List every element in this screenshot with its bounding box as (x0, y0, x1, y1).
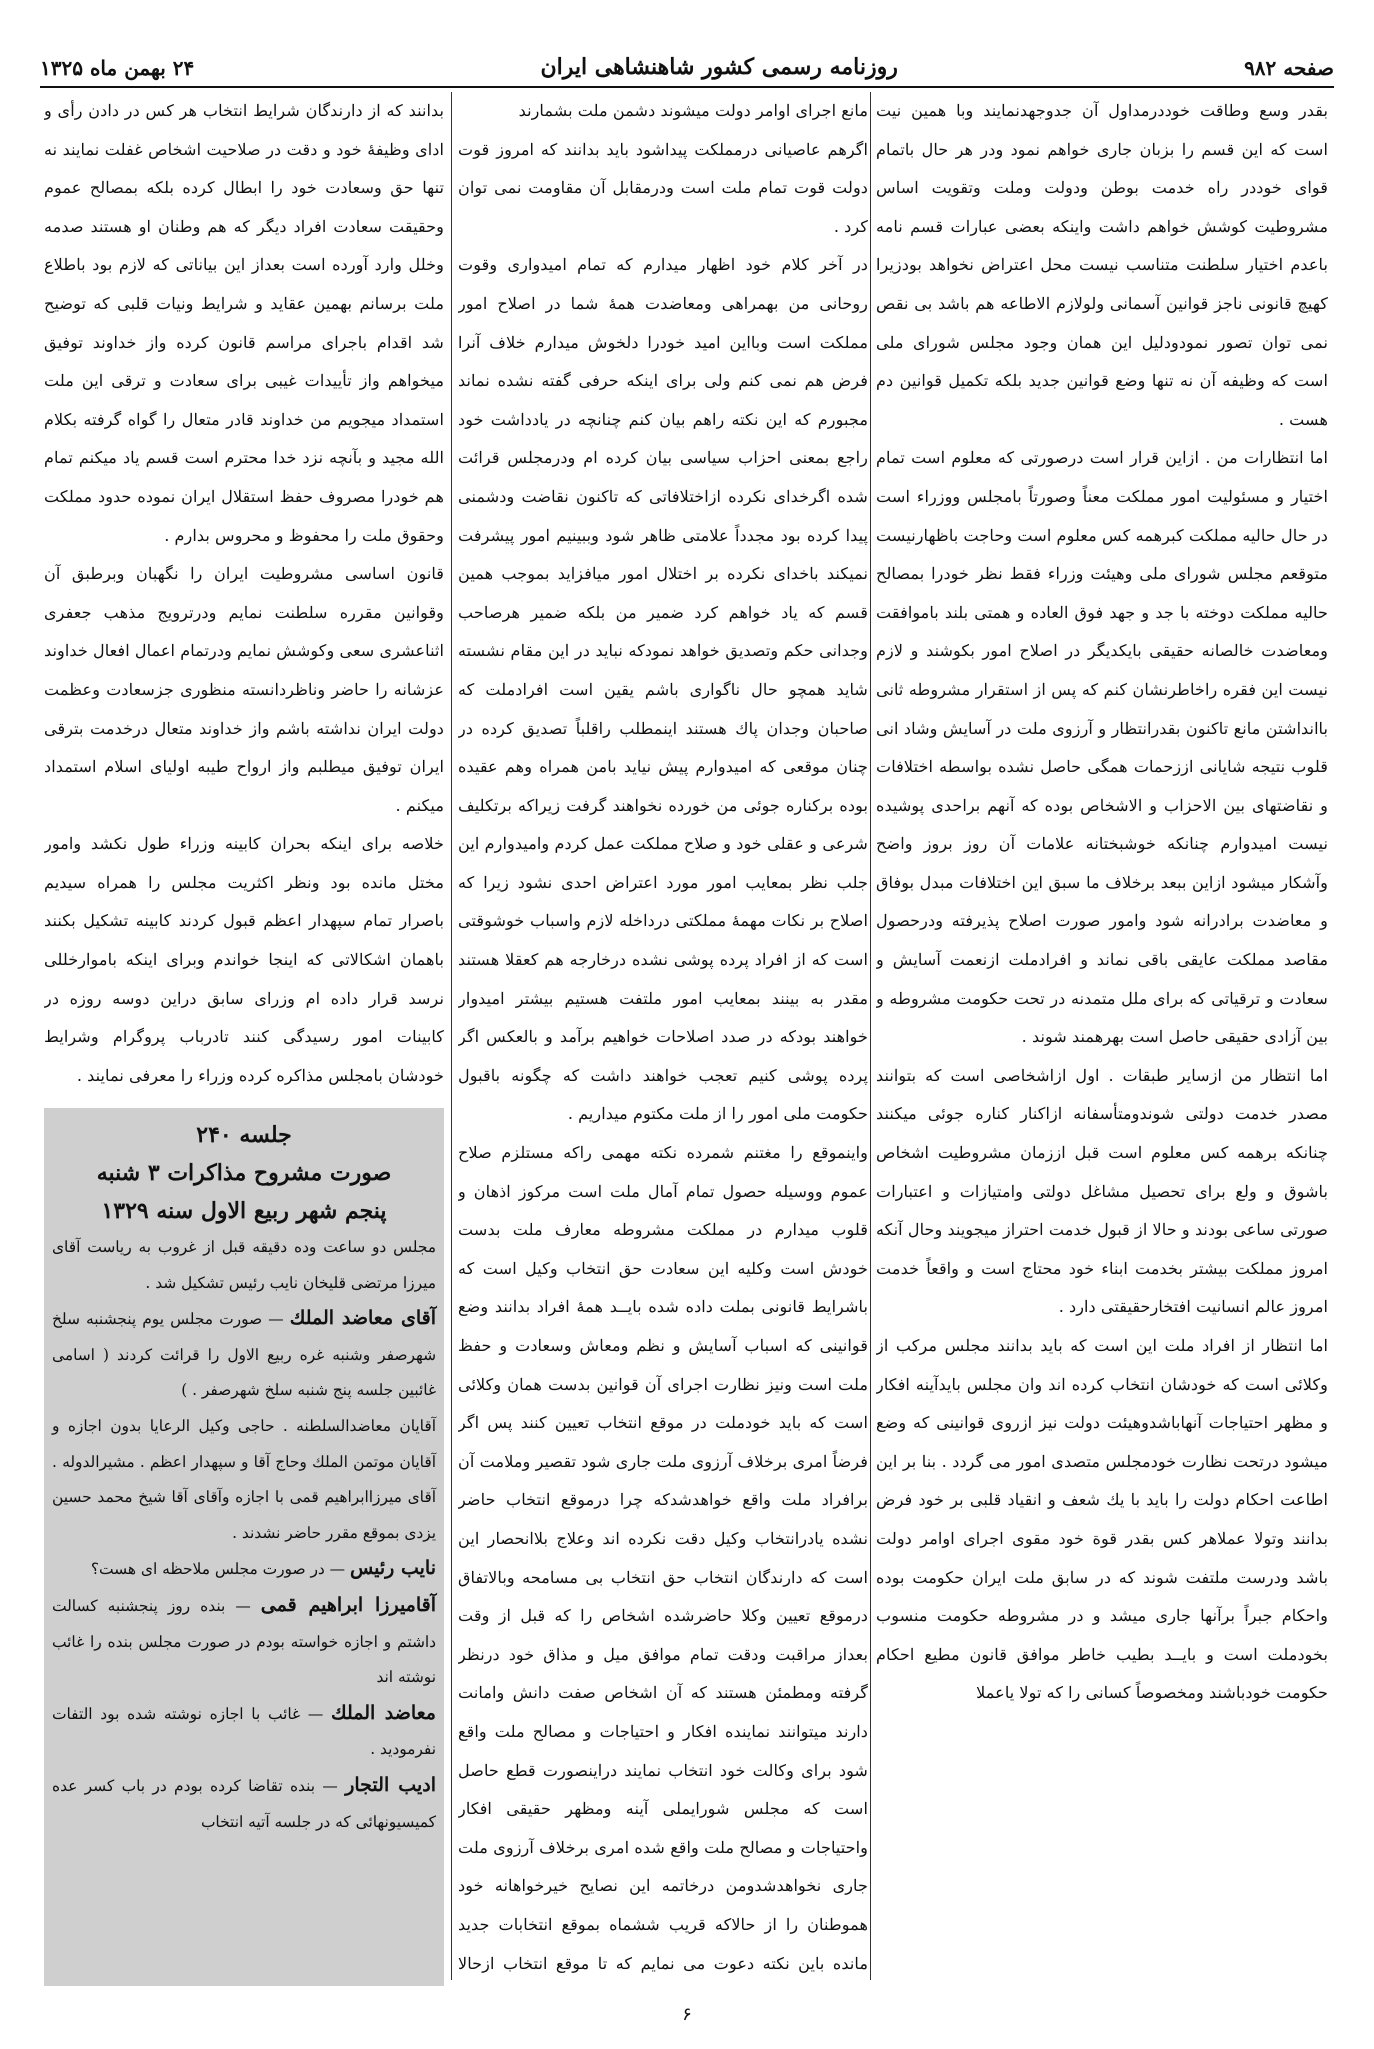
paragraph: اما انتظار از افراد ملت این است که باید بدانند مجلس مرکب از وکلائی است که خودشان انتخاب کرده اند وان مجلس بایدآینه افکار و مظهر احتیاجات آنهاباشدوهیئت دولت نیز ازروی قوانینی که وضع میشود درتحت نظارت خودمجلس متصدی امور می گردد . بنا بر این اطاعت احکام دولت را باید با یك شعف و انقیاد قلبی بر خود فرض بدانند وتولا عملاهر کس بقدر قوة خود مقوی اجرای اوامر دولت باشد ودرست ملتفت شوند که در سابق ملت ایران حکومت بوده واحکام جبراً برآنها جاری میشد و در مشروطه حکومت منسوب بخودملت است و بایــد بطیب خاطر موافق قانون مطیع احکام حکومت خودباشند ومخصوصاً کسانی را که تولا یاعملا (876, 1336, 1328, 1703)
session-date: پنجم شهر ربیع الاول سنه ۱۳۲۹ (101, 1198, 387, 1224)
paragraph: بقدر وسع وطاقت خوددرمداول آن جدوجهدنمایند وبا همین نیت است که این قسم را بزبان جاری خواهم نمود ودر هر حال باتمام قوای خوددر راه خدمت بوطن ودولت وملت وتقویت اساس مشروطیت کوشش خواهم داشت واینکه بعضی عبارات قسم نامه باعدم اختیار سلطنت متناسب نیست محل اعتراض نخواهد بودزیرا کهیچ قانونی ناجز قوانین آسمانی ولولازم الاطاعه هم باشد بی نقص نمی توان تصور نمودودلیل این همان وجود مجلس شورای ملی است که وظیفه آن نه تنها وضع قوانین جدید بلکه تکمیل قوانین دم هست . (876, 101, 1328, 429)
page-label: صفحه ۹۸۲ (1244, 56, 1334, 80)
newspaper-title: روزنامه رسمی کشور شاهنشاهی ایران (540, 54, 898, 80)
column-divider (451, 92, 452, 1980)
speaker-name: نایب رئیس (349, 1557, 436, 1580)
paragraph: اما انتظارات من . ازاین قرار است درصورتی که معلوم است تمام اختیار و مسئولیت امور مملکت معناً وصورتاً بامجلس ووزراء است در حال حالیه مملکت کبرهمه کس معلوم است وحاجت باظهارنیست متوقعم مجلس شورای ملی وهیئت وزراء فقط نظر خودرا بمصالح حالیه مملکت دوخته با جد و جهد فوق العاده و همتی بلند باموافقت ومعاضدت خالصانه حقیقی بایکدیگر در اصلاح امور بکوشند و لازم نیست این فقره راخاطرنشان کنم که پس از استقرار مشروطه ثانی باانداشتن مانع تاکنون بقدرانتظار و آرزوی ملت در آسایش وشاد انی قلوب نتیجه شایانی اززحمات همگی حاصل نشده بواسطه اختلافات و نقاضتهای بین الاحزاب و الاشخاص بوده که آنهم براحدی پوشیده نیست امیدوارم چنانکه خوشبختانه علامات آن روز بروز واضح وآشکار میشود ازاین ببعد برخلاف ما سبق این اختلافات مبدل بوفاق و معاضدت برادرانه شود وامور صورت اصلاح پذیرفته ودرحصول مقاصد مملکت عایقی باقی نماند و افرادملت ازنعمت آسایش و سعادت و ترقیاتی که برای ملل متمدنه در تحت حکومت مشروطه و بین آزادی حقیقی حاصل است بهرهمند شوند . (876, 448, 1328, 1047)
speech: — بنده روز پنجشنبه کسالت داشتم و اجازه خواسته بودم در صورت مجلس بنده را غائب نوشته اند (52, 1596, 436, 1687)
speech: — در صورت مجلس ملاحظه ای هست؟ (90, 1560, 346, 1579)
session-title: جلسه ۲۴۰ (196, 1122, 292, 1148)
paragraph: واینموقع را مغتنم شمرده نکته مهمی راکه مستلزم صلاح عموم ووسیله حصول تمام آمال ملت است مرکوز اذهان و قلوب میدارم در مملکت مشروطه معارف ملت بدست خودش است وکلیه این سعادت حق انتخاب وکیل است که باشرایط قانونی بملت داده شده بایــد همهٔ افراد بدانند وضع قوانینی که اسباب آسایش و نظم ومعاش وسعادت و حفظ ملت است ونیز نظارت اجرای آن قوانین بدست همان وکلائی است که باید خودملت در موقع انتخاب تعیین کنند پس اگر فرضاً امری برخلاف آرزوی ملت جاری شود تقصیر وملامت آن برافراد ملت واقع خواهدشدکه چرا درموقع انتخاب حاضر نشده یادرانتخاب وکیل دقت نکرده اند وعلاج بلاانحصار این است که دارندگان انتخاب حق انتخاب بی مسامحه وبالاتفاق درموقع تعیین وکلا حاضرشده اشخاص را که قبل از وقت بعداز مراقبت ودقت تمام موافق میل و مذاق خود درنظر گرفته ومطمئن هستند که آن اشخاص صفت دانش وامانت دارند میتوانند نماینده افکار و احتیاجات و مصالح ملت واقع شود برای وکالت خود انتخاب نمایند دراینصورت قطع حاصل است که مجلس شورایملی آینه ومظهر حقیقی افکار واحتیاجات و مصالح ملت واقع شده امری برخلاف آرزوی ملت جاری نخواهدشدومن درخاتمه این نصایح خیرخواهانه خود هموطنان را از حالاکه قریب ششماه بموقع انتخابات جدید مانده باین نکته دعوت می نمایم که تا موقع انتخاب ازحالا (458, 1143, 868, 1973)
session-closing-note (44, 1095, 444, 1102)
paragraph: خلاصه برای اینکه بحران کابینه وزراء طول نکشد وامور مختل مانده بود ونظر اکثریت مجلس را همراه سیدیم باصرار تمام سپهدار اعظم قبول کردند کابینه تشکیل بکنند باهمان اشکالاتی که اینجا خواندم وبرای اینکه باموارخللی نرسد قرار داده ام وزرای سابق دراین دوسه روزه در کابینات امور رسیدگی کنند تادرباب پروگرام وشرایط خودشان بامجلس مذاکره کرده وزراء را معرفی نمایند . (44, 834, 444, 1085)
page-number: ۶ (682, 2004, 692, 2025)
speaker-name: معاضد الملك (330, 1701, 436, 1724)
session-subtitle: صورت مشروح مذاکرات ۳ شنبه (96, 1160, 392, 1186)
page-header (40, 38, 1334, 88)
session-minutes-box (44, 1108, 444, 1986)
paragraph: در آخر کلام خود اظهار میدارم که تمام امیدواری وقوت روحانی من بهمراهی ومعاضدت همهٔ شما در اصلاح امور مملکت است وبااین امید خودرا دلخوش میدارم خلاف آنرا فرض هم نمی کنم ولی برای اینکه حرفی گفته نشده نماند مجبورم که این نکته راهم بیان کنم چنانچه در یادداشت خود راجع بمعنی احزاب سیاسی بیان کرده ام ودرمجلس قرائت شده اگرخدای نکرده ازاختلافاتی که تاکنون نقاضت ودشمنی پیدا کرده بود مجدداً علامتی ظاهر شود وببینیم امور پیشرفت نمیکند باخدای نکرده بر اختلال امور میافزاید بموجب همین قسم که یاد خواهم کرد ضمیر من بلکه ضمیر هرصاحب وجدانی حکم وتصدیق خواهد نمودکه نباید در این مقام نشسته شاید همچو حال ناگواری باشم یقین است افرادملت که صاحبان وجدان پاك هستند اینمطلب راقلباً تصدیق کرده در چنان موقعی که امیدوارم پیش نیاید بامن همراه وهم عقیده بوده برکناره جوئی من خورده نخواهند گرفت زیراکه برتکلیف شرعی و عقلی خود و صلاح مملکت عمل کردم وامیدوارم این جلب نظر بمعایب امور مورد اعتراض احدی نشود زیرا که اصلاح بر نکات مهمهٔ مملکتی درداخله لازم واسباب خوشوقتی است که از افراد پرده پوشی نشده درخارجه هم کعقلا هستند مقدر به بینند بمعایب امور ملتفت هستیم بیشتر امیدوار خواهند بودکه در صدد اصلاحات خواهیم برآمد و بالعکس اگر پرده پوشی کنیم تعجب خواهند داشت که چگونه باقبول حکومت ملی امور را از ملت مکتوم میداریم . (458, 255, 868, 1124)
paragraph: قانون اساسی مشروطیت ایران را نگهبان وبرطبق آن وقوانین مقرره سلطنت نمایم ودرترویج مذهب جعفری اثناعشری سعی وکوشش نمایم ودرتمام اعمال افعال خداوند عزشانه را حاضر وناظردانسته منظوری جزسعادت وعظمت دولت ایران نداشته باشم واز خداوند متعال درخدمت بترقی ایران توفیق میطلبم واز ارواح طیبه اولیای اسلام استمداد میکنم . (44, 564, 444, 815)
speaker-name: آقامیرزا ابراهیم قمی (260, 1593, 437, 1616)
paragraph: اما انتظار من ازسایر طبقات . اول ازاشخاصی است که بتوانند مصدر خدمت دولتی شوندومتأسفانه ازاکنار کناره جوئی میکنند چنانکه برهمه کس معلوم است قبل اززمان مشروطیت اشخاص باشوق و ولع برای تحصیل مشاغل دولتی وامتیازات و اعتبارات صورتی ساعی بودند و حالا از قبول خدمت احتراز میجویند وحال آنکه امروز مملکت بیشتر بخدمت ابناء خود محتاج است و واقعاً خدمت امروز عالم انسانیت افتخارحقیقتی دارد . (876, 1065, 1328, 1317)
issue-date: ۲۴ بهمن ماه ۱۳۲۵ (40, 56, 195, 80)
paragraph: مانع اجرای اوامر دولت میشوند دشمن ملت بشمارند (518, 101, 868, 120)
column-divider (870, 92, 871, 1980)
paragraph: بدانند که از دارندگان شرایط انتخاب هر کس در دادن رأی و ادای وظیفهٔ خود و دقت در صلاحیت اشخاص غفلت نمایند نه تنها حق وسعادت خود را ابطال کرده بلکه بمصالح عموم وحقیقت سعادت افراد دیگر که هم وطنان او هستند صدمه وخلل وارد آورده است بعداز این بیاناتی که لازم بود باطلاع ملت برسانم بهمین عقاید و شرایط ونیات قلبی که توضیح شد اقدام باجرای مراسم قانون کرده واز خداوند توفیق میخواهم واز تأییدات غیبی برای سعادت و ترقی این ملت استمداد میجویم من خداوند قادر متعال را گواه گرفته بکلام الله مجید و بآنچه نزد خدا محترم است قسم یاد میکنم تمام هم خودرا مصروف حفظ استقلال ایران نموده حدود مملکت وحقوق ملت را محفوظ و محروس بدارم . (44, 101, 444, 545)
speech: — صورت مجلس یوم پنجشنبه سلخ شهرصفر وشنبه غره ربیع الاول را قرائت کردند ( اسامی غائبین جلسه پنج شنبه سلخ شهرصفر . ) (52, 1310, 436, 1400)
paragraph: اگرهم عاصیانی درمملکت پیداشود باید بدانند که امروز قوت دولت قوت تمام ملت است ودرمقابل آن مقاومت نمی توان کرد . (458, 139, 868, 236)
column-left (44, 92, 444, 1102)
speech: — بنده تقاضا کرده بودم در باب کسر عده کمیسیونهائی که در جلسه آتیه انتخاب (52, 1776, 436, 1831)
speaker-name: آقای معاضد الملك (289, 1307, 436, 1330)
speech: — غائب با اجازه نوشته شده بود التفات نفرمودید . (52, 1704, 436, 1759)
column-right (876, 92, 1328, 1980)
column-middle (458, 92, 868, 1980)
speech: آقایان معاضدالسلطنه . حاجی وکیل الرعایا بدون اجازه و آقایان موتمن الملك وحاج آقا و سپهدار اعظم . مشیرالدوله . آقای میرزاابراهیم قمی با اجازه وآقای آقا شیخ محمد حسین یزدی بموقع مقرر حاضر نشدند . (52, 1416, 436, 1542)
speaker-name: ادیب التجار (345, 1773, 436, 1796)
session-opening: مجلس دو ساعت وده دقیقه قبل از غروب به ریاست آقای میرزا مرتضی قلیخان نایب رئیس تشکیل شد . (52, 1238, 436, 1292)
